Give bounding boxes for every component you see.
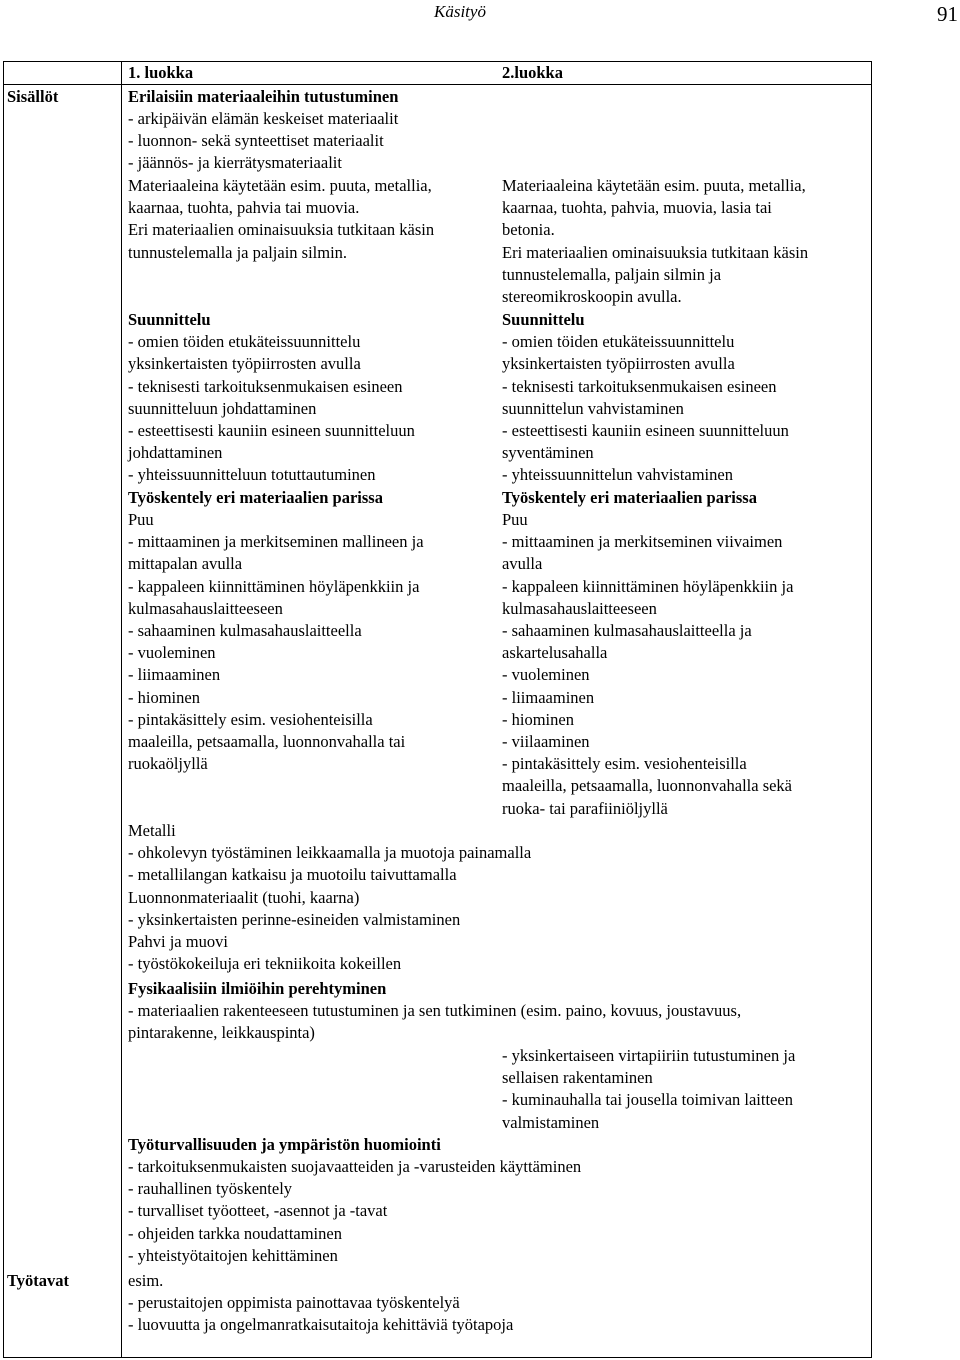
text-line: syventäminen xyxy=(502,443,594,463)
text-line: tunnustelemalla, paljain silmin ja xyxy=(502,264,722,284)
safety-list xyxy=(128,1156,581,1267)
column-divider xyxy=(121,61,122,1358)
text-line: pintarakenne, leikkauspinta) xyxy=(128,1023,315,1043)
text-line: - ohkolevyn työstäminen leikkaamalla ja muotoja painamalla xyxy=(128,843,532,863)
text-line: - ohjeiden tarkka noudattaminen xyxy=(128,1223,342,1243)
column-header-grade1: 1. luokka xyxy=(128,63,194,82)
text-line: Puu xyxy=(502,510,528,529)
text-line: askartelusahalla xyxy=(502,643,608,663)
text-line: johdattaminen xyxy=(128,443,223,463)
physics-common-text xyxy=(128,1000,741,1044)
page-subject: Käsityö xyxy=(434,2,486,21)
text-line: suunnittelun vahvistaminen xyxy=(502,398,684,418)
text-line: - perustaitojen oppimista painottavaa työskentelyä xyxy=(128,1293,460,1313)
text-line: stereomikroskoopin avulla. xyxy=(502,287,682,307)
text-line: - sahaaminen kulmasahauslaitteella xyxy=(128,621,362,641)
design-grade1-text xyxy=(128,309,415,487)
text-line: - luovuutta ja ongelmanratkaisutaitoja kehittäviä työtapoja xyxy=(128,1315,514,1335)
text-line: - omien töiden etukäteissuunnittelu xyxy=(502,332,735,352)
text-line: - hiominen xyxy=(502,709,574,729)
text-line: kulmasahauslaitteeseen xyxy=(128,598,283,618)
methods-list xyxy=(128,1270,513,1337)
text-line: - yhteistyötaitojen kehittäminen xyxy=(128,1245,338,1265)
text-line: - metallilangan katkaisu ja muotoilu taivuttamalla xyxy=(128,865,457,885)
text-line: Pahvi ja muovi xyxy=(128,932,228,952)
text-line: tunnustelemalla ja paljain silmin. xyxy=(128,242,348,262)
text-line: Suunnittelu xyxy=(502,310,585,329)
text-line: - kuminauhalla tai jousella toimivan laitteen xyxy=(502,1090,793,1110)
text-line: - materiaalien rakenteeseen tutustuminen ja sen tutkiminen (esim. paino, kovuus, joustavuus, xyxy=(128,1001,742,1020)
design-grade2-text xyxy=(502,309,789,487)
working-heading-grade1: Työskentely eri materiaalien parissa xyxy=(128,488,383,507)
text-line: Materiaaleina käytetään esim. puuta, metallia, xyxy=(502,176,806,195)
text-line: - teknisesti tarkoituksenmukaisen esineen xyxy=(128,376,403,396)
text-line: - esteettisesti kauniin esineen suunnitteluun xyxy=(502,421,789,441)
text-line: Eri materiaalien ominaisuuksia tutkitaan käsin xyxy=(502,242,809,262)
row-label-methods: Työtavat xyxy=(7,1271,70,1290)
text-line: - työstökokeiluja eri tekniikoita kokeillen xyxy=(128,954,402,974)
text-line: suunnitteluun johdattaminen xyxy=(128,398,317,418)
materials-grade2-text xyxy=(502,175,808,308)
text-line: - omien töiden etukäteissuunnittelu xyxy=(128,332,361,352)
text-line: - tarkoituksenmukaisten suojavaatteiden ja -varusteiden käyttäminen xyxy=(128,1157,582,1176)
text-line: - turvalliset työotteet, -asennot ja -tavat xyxy=(128,1201,388,1221)
text-line: - sahaaminen kulmasahauslaitteella ja xyxy=(502,621,752,641)
text-line: Materiaaleina käytetään esim. puuta, metallia, xyxy=(128,176,432,195)
materials-heading: Erilaisiin materiaaleihin tutustuminen xyxy=(128,87,399,106)
text-line: Luonnonmateriaalit (tuohi, kaarna) xyxy=(128,887,360,907)
physics-grade2-text xyxy=(502,1045,795,1134)
text-line: Metalli xyxy=(128,821,176,840)
text-line: - vuoleminen xyxy=(502,665,590,685)
text-line: - liimaaminen xyxy=(128,665,221,685)
text-line: - mittaaminen ja merkitseminen viivaimen xyxy=(502,532,783,552)
text-line: kaarnaa, tuohta, pahvia tai muovia. xyxy=(128,198,360,218)
safety-heading: Työturvallisuuden ja ympäristön huomiointi xyxy=(128,1135,441,1154)
page-number: 91 xyxy=(937,2,958,26)
working-grade2-text xyxy=(502,509,793,820)
working-grade1-text xyxy=(128,509,424,775)
text-line: - teknisesti tarkoituksenmukaisen esineen xyxy=(502,376,777,396)
text-line: - mittaaminen ja merkitseminen mallineen ja xyxy=(128,532,424,552)
text-line: sellaisen rakentaminen xyxy=(502,1068,653,1088)
text-line: - luonnon- sekä synteettiset materiaalit xyxy=(128,131,384,151)
materials-common-list xyxy=(128,108,398,175)
text-line: mittapalan avulla xyxy=(128,554,243,574)
text-line: - vuoleminen xyxy=(128,643,216,663)
text-line: - jäännös- ja kierrätysmateriaalit xyxy=(128,153,342,173)
text-line: - yksinkertaisten perinne-esineiden valmistaminen xyxy=(128,909,461,929)
text-line: Puu xyxy=(128,510,154,529)
text-line: - yhteissuunnitteluun totuttautuminen xyxy=(128,465,376,485)
text-line: - yksinkertaiseen virtapiiriin tutustuminen ja xyxy=(502,1046,796,1065)
text-line: Eri materiaalien ominaisuuksia tutkitaan käsin xyxy=(128,220,435,240)
text-line: - viilaaminen xyxy=(502,732,590,752)
text-line: - pintakäsittely esim. vesiohenteisilla xyxy=(502,754,747,774)
text-line: - hiominen xyxy=(128,687,200,707)
physics-heading: Fysikaalisiin ilmiöihin perehtyminen xyxy=(128,979,387,998)
text-line: yksinkertaisten työpiirrosten avulla xyxy=(502,354,735,374)
text-line: - rauhallinen työskentely xyxy=(128,1179,293,1199)
text-line: valmistaminen xyxy=(502,1112,600,1132)
text-line: - esteettisesti kauniin esineen suunnitteluun xyxy=(128,421,415,441)
text-line: esim. xyxy=(128,1271,164,1290)
text-line: avulla xyxy=(502,554,543,574)
text-line: - arkipäivän elämän keskeiset materiaalit xyxy=(128,109,399,128)
text-line: maaleilla, petsaamalla, luonnonvahalla tai xyxy=(128,732,406,752)
text-line: Suunnittelu xyxy=(128,310,211,329)
text-line: maaleilla, petsaamalla, luonnonvahalla sekä xyxy=(502,776,793,796)
text-line: - yhteissuunnittelun vahvistaminen xyxy=(502,465,733,485)
text-line: kaarnaa, tuohta, pahvia, muovia, lasia tai xyxy=(502,198,772,218)
row-label-contents: Sisällöt xyxy=(7,87,59,106)
text-line: - pintakäsittely esim. vesiohenteisilla xyxy=(128,709,373,729)
text-line: ruokaöljyllä xyxy=(128,754,208,774)
working-heading-grade2: Työskentely eri materiaalien parissa xyxy=(502,488,757,507)
text-line: betonia. xyxy=(502,220,555,240)
text-line: ruoka- tai parafiiniöljyllä xyxy=(502,798,668,818)
working-common-text xyxy=(128,820,531,975)
text-line: - kappaleen kiinnittäminen höyläpenkkiin ja xyxy=(128,576,420,596)
text-line: yksinkertaisten työpiirrosten avulla xyxy=(128,354,361,374)
text-line: - kappaleen kiinnittäminen höyläpenkkiin ja xyxy=(502,576,794,596)
text-line: kulmasahauslaitteeseen xyxy=(502,598,657,618)
materials-grade1-text xyxy=(128,175,434,264)
column-header-grade2: 2.luokka xyxy=(502,63,563,82)
text-line: - liimaaminen xyxy=(502,687,595,707)
